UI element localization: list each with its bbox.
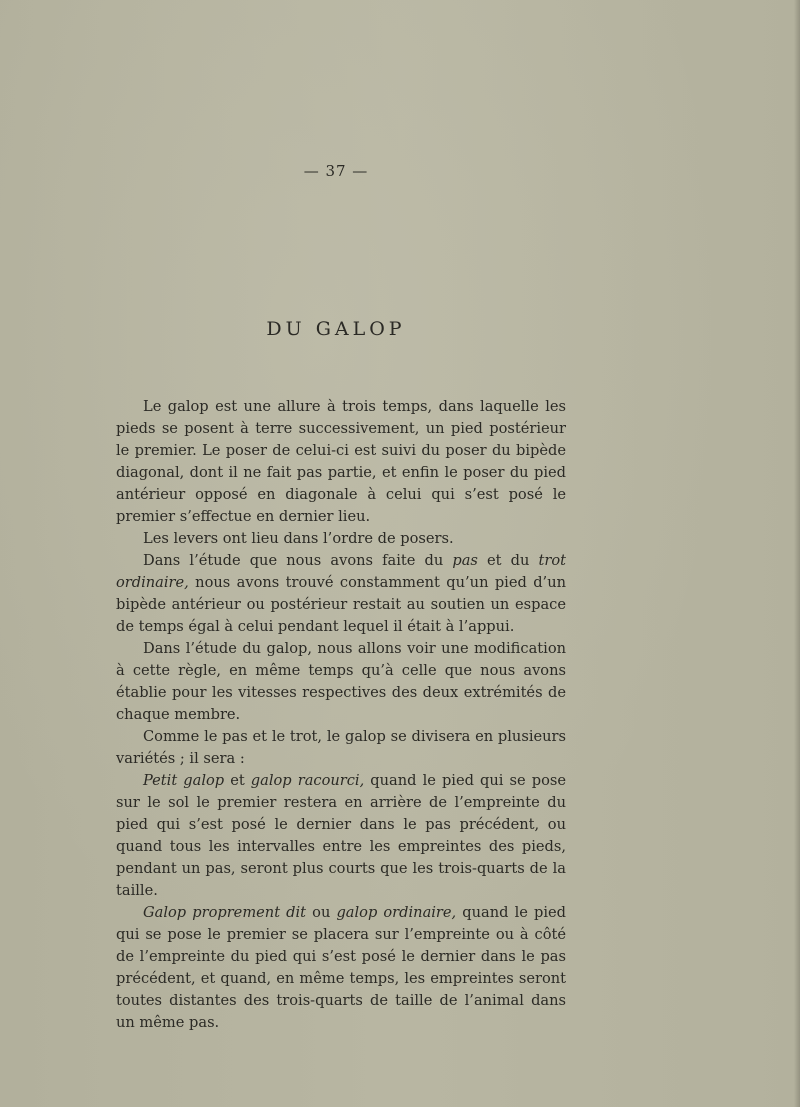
paragraph-7-text-a: ou <box>306 904 337 921</box>
paragraph-4 <box>116 638 566 726</box>
paragraph-5-text: Comme le pas et le trot, le galop se divisera en plusieurs variétés ; il sera : <box>116 728 566 767</box>
paragraph-2-text: Les levers ont lieu dans l’ordre de posers. <box>143 530 454 547</box>
paragraph-3-text-b: et du <box>477 552 539 569</box>
page-number: — 37 — <box>303 162 369 180</box>
paragraph-5 <box>116 726 566 770</box>
paragraph-6-text-a: et <box>224 772 251 789</box>
paragraph-3-text-c: nous avons trouvé constamment qu’un pied d’un bipède antérieur ou postérieur restait au soutien un espace de temps égal à celui pendant lequel il était à l’appui. <box>116 574 566 635</box>
paragraph-1 <box>116 396 566 528</box>
paragraph-6 <box>116 770 566 902</box>
term-trot-ordinaire: trot ordinaire, <box>116 552 566 591</box>
term-galop-racourci: galop racourci, <box>250 772 365 789</box>
paragraph-3 <box>116 550 566 638</box>
paragraph-4-text: Dans l’étude du galop, nous allons voir une modification à cette règle, en même temps qu’à celle que nous avons établie pour les vitesses respectives des deux extrémités de chaque membre. <box>116 640 566 723</box>
paragraph-7-text-b: quand le pied qui se pose le premier se placera sur l’empreinte ou à côté de l’empreinte du pied qui s’est posé le dernier dans le pas précédent, et quand, en même temps, les empreintes seront toutes distantes des trois-quarts de taille de l’animal dans un même pas. <box>116 904 566 1031</box>
paragraph-3-text-a: Dans l’étude que nous avons faite du <box>143 552 453 569</box>
term-galop-ordinaire: galop ordinaire, <box>336 904 457 921</box>
paragraph-6-text-b: quand le pied qui se pose sur le sol le premier restera en arrière de l’empreinte du pied qui s’est posé le dernier dans le pas précédent, ou quand tous les intervalles entre les empreintes des pieds, pendant un pas, seront plus courts que les trois-quarts de la taille. <box>116 772 566 899</box>
chapter-title: DU GALOP <box>266 318 406 340</box>
term-galop-proprement-dit: Galop proprement dit <box>143 904 307 921</box>
page-edge-shadow <box>794 0 800 1107</box>
paragraph-7 <box>116 902 566 1034</box>
body-text <box>116 396 566 1034</box>
term-petit-galop: Petit galop <box>143 772 225 789</box>
term-pas: pas <box>452 552 478 569</box>
paragraph-1-text: Le galop est une allure à trois temps, dans laquelle les pieds se posent à terre successivement, un pied postérieur le premier. Le poser de celui-ci est suivi du poser du bipède diagonal, dont il ne fait pas partie, et enfin le poser du pied antérieur opposé en diagonale à celui qui s’est posé le premier s’effectue en dernier lieu. <box>116 398 566 525</box>
paragraph-2 <box>116 528 566 550</box>
